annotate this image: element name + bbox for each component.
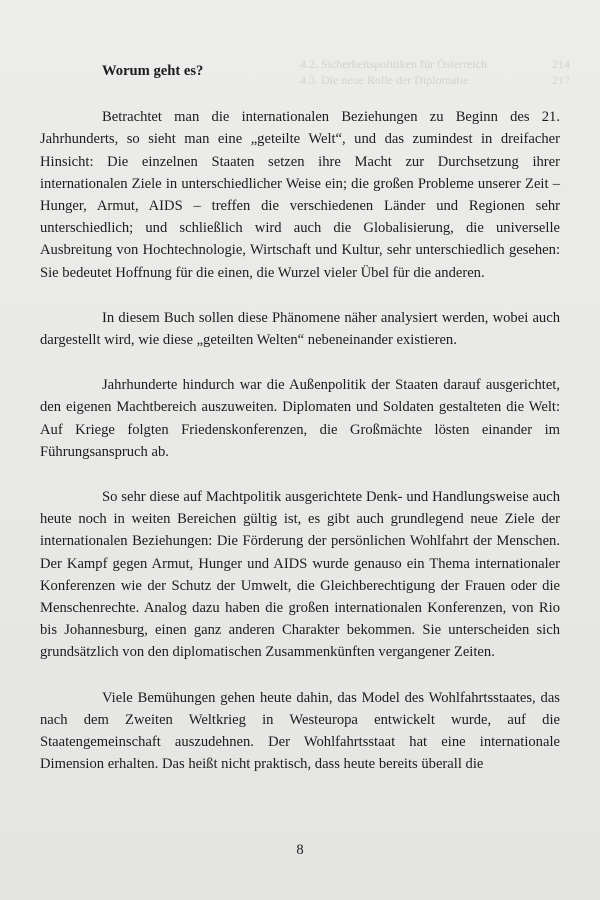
bleed-through-page: 214 (552, 57, 570, 71)
bleed-through-label: 4.2. Sicherheitspolitiken für Österreich (300, 57, 487, 71)
paragraph: Jahrhunderte hindurch war die Außenpolitik der Staaten darauf ausgerichtet, den eigenen Machtbereich auszuweiten. Diplomaten und Soldaten gestalteten die Welt: Auf Kriege folgten Friedenskonferenzen, die Großmächte lösten einander im Führungsanspruch ab. (40, 377, 560, 460)
page-number: 8 (296, 842, 304, 858)
section-heading: Worum geht es? (102, 63, 204, 79)
bleed-through-page: 217 (552, 73, 570, 87)
paragraph: Betrachtet man die internationalen Beziehungen zu Beginn des 21. Jahrhunderts, so sieht man eine „geteilte Welt“, und das zumindest in dreifacher Hinsicht: Die einzelnen Staaten setzen ihre Macht zur Durchsetzung ihrer internationalen Ziele in unterschiedlicher Weise ein; die großen Probleme unserer Zeit – Hunger, Armut, AIDS – treffen die verschiedenen Länder und Regionen sehr unterschiedlich; und schließlich wird auch die Globalisierung, die universelle Ausbreitung von Hochtechnologie, Wirtschaft und Kultur, sehr unterschiedlich gesehen: Sie bedeutet Hoffnung für die einen, die Wurzel vieler Übel für die anderen. (40, 109, 560, 281)
paragraph: So sehr diese auf Machtpolitik ausgerichtete Denk- und Handlungsweise auch heute noch in weiten Bereichen gültig ist, es gibt auch grundlegend neue Ziele der internationalen Beziehungen: Die Förderung der persönlichen Wohlfahrt der Menschen. Der Kampf gegen Armut, Hunger und AIDS wurde genauso ein Thema internationaler Konferenzen wie der Schutz der Umwelt, die Gleichberechtigung der Frauen oder die Menschenrechte. Analog dazu haben die großen internationalen Konferenzen, von Rio bis Johannesburg, einen ganz anderen Charakter bekommen. Sie unterscheiden sich grundsätzlich von den diplomatischen Zusammenkünften vergangener Zeiten. (40, 489, 560, 661)
page-body (40, 60, 560, 798)
bleed-through-label: 4.3. Die neue Rolle der Diplomatie (300, 73, 469, 87)
paragraph: In diesem Buch sollen diese Phänomene näher analysiert werden, wobei auch dargestellt wird, wie diese „geteilten Welten“ nebeneinander existieren. (40, 309, 560, 349)
paragraph: Viele Bemühungen gehen heute dahin, das Model des Wohlfahrtsstaates, das nach dem Zweiten Weltkrieg in Westeuropa entwickelt wurde, auf die Staatengemeinschaft auszudehnen. Der Wohlfahrtsstaat hat eine internationale Dimension erhalten. Das heißt nicht praktisch, dass heute bereits überall die (40, 689, 560, 773)
